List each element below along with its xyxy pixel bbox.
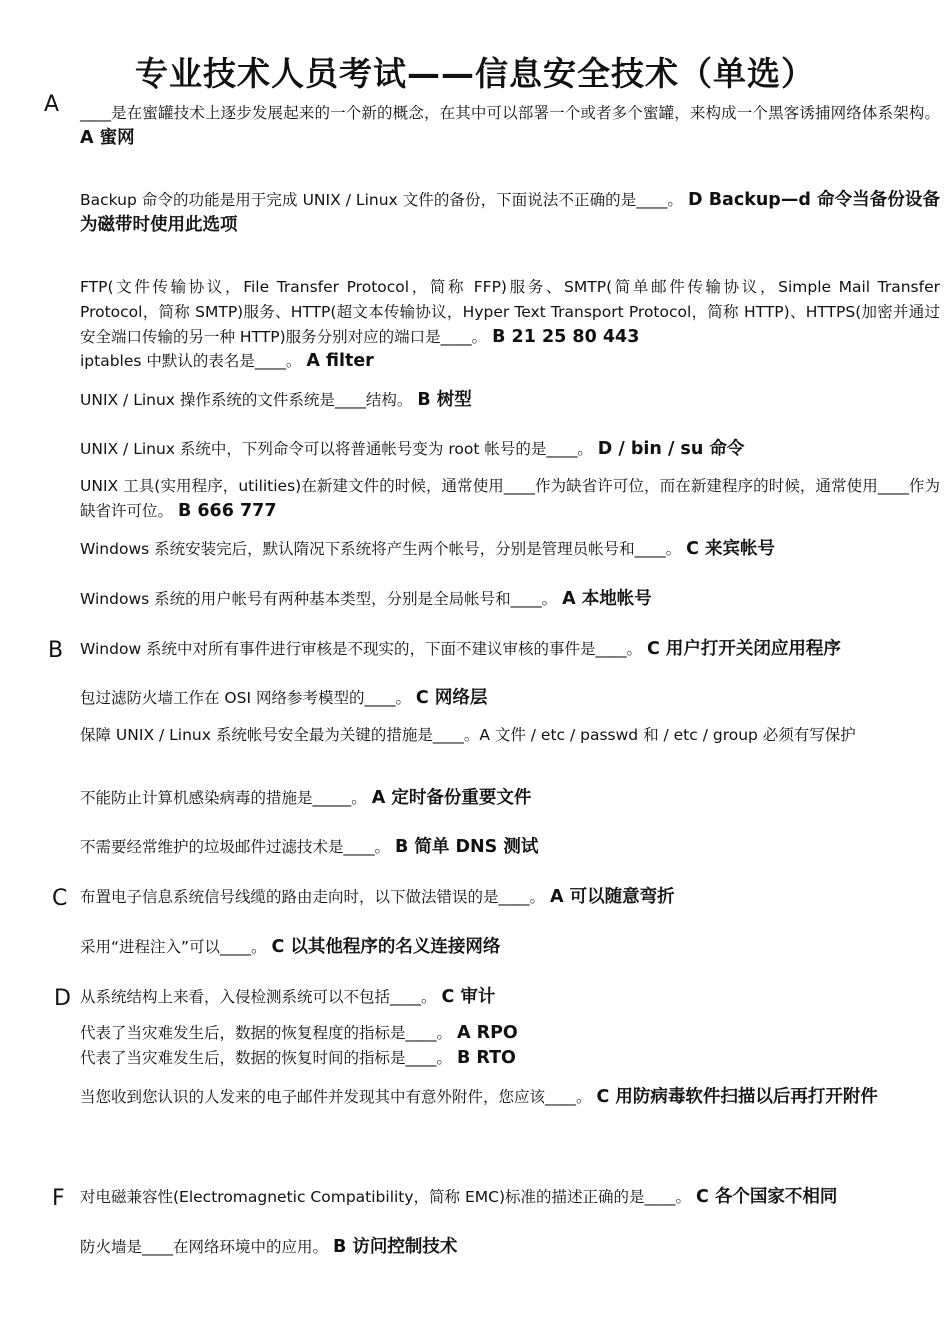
section-letter-b: B <box>48 638 64 663</box>
question-item <box>46 537 940 562</box>
question-text: 对电磁兼容性(Electromagnetic Compatibility，简称 EMC)标准的描述正确的是____。 <box>80 1188 692 1206</box>
question-item <box>46 474 940 524</box>
question-item <box>46 835 940 860</box>
question-item <box>46 686 940 711</box>
question-text: 不能防止计算机感染病毒的措施是_____。 <box>80 789 367 807</box>
section-letter-c: C <box>52 886 68 911</box>
section-letter-a: A <box>44 92 60 117</box>
question-answer: B 简单 DNS 测试 <box>394 837 539 857</box>
question-item <box>46 437 940 462</box>
question-text: 保障 UNIX / Linux 系统帐号安全最为关键的措施是____。A 文件 / etc / passwd 和 / etc / group 必须有写保护 <box>80 726 856 744</box>
question-answer: A 可以随意弯折 <box>549 887 675 907</box>
question-text: iptables 中默认的表名是____。 <box>80 352 302 370</box>
question-item <box>46 637 940 662</box>
question-text: ____是在蜜罐技术上逐步发展起来的一个新的概念，在其中可以部署一个或者多个蜜罐，来构成一个黑客诱捕网络体系架构。 <box>80 104 940 122</box>
question-text: Windows 系统安装完后，默认隋况下系统将产生两个帐号，分别是管理员帐号和____。 <box>80 540 682 558</box>
question-item <box>46 885 940 910</box>
question-answer: C 以其他程序的名义连接网络 <box>271 937 501 957</box>
question-answer: B RTO <box>456 1048 516 1068</box>
question-item <box>46 1235 940 1260</box>
question-answer: A filter <box>306 351 374 371</box>
question-text: Backup 命令的功能是用于完成 UNIX / Linux 文件的备份，下面说法不正确的是____。 <box>80 191 683 209</box>
question-answer: B 21 25 80 443 <box>492 327 640 347</box>
question-answer: A 定时备份重要文件 <box>371 788 532 808</box>
question-answer: A 本地帐号 <box>562 589 652 609</box>
question-answer: C 各个国家不相同 <box>695 1187 838 1207</box>
question-text: 防火墙是____在网络环境中的应用。 <box>80 1238 329 1256</box>
question-item <box>46 1085 940 1110</box>
page-title: 专业技术人员考试——信息安全技术（单选） <box>135 54 815 93</box>
question-text: 从系统结构上来看，入侵检测系统可以不包括____。 <box>80 988 437 1006</box>
question-text: 布置电子信息系统信号线缆的路由走向时，以下做法错误的是____。 <box>80 888 546 906</box>
question-answer: C 审计 <box>441 987 496 1007</box>
question-item <box>46 587 940 612</box>
question-item <box>46 188 940 238</box>
section-letter-d: D <box>54 986 71 1011</box>
question-text: 包过滤防火墙工作在 OSI 网络参考模型的____。 <box>80 689 411 707</box>
question-answer: D Backup—d 命令当备份设备为磁带时使用此选项 <box>80 190 940 235</box>
question-item <box>46 1021 940 1046</box>
question-item <box>46 935 940 960</box>
question-answer: B 访问控制技术 <box>332 1237 458 1257</box>
question-answer: B 树型 <box>417 390 472 410</box>
question-text: Windows 系统的用户帐号有两种基本类型，分别是全局帐号和____。 <box>80 590 558 608</box>
question-answer: D / bin / su 命令 <box>597 439 745 459</box>
question-text: 不需要经常维护的垃圾邮件过滤技术是____。 <box>80 838 391 856</box>
question-text: 代表了当灾难发生后，数据的恢复时间的指标是____。 <box>80 1049 453 1067</box>
question-text: 当您收到您认识的人发来的电子邮件并发现其中有意外附件，您应该____。 <box>80 1088 592 1106</box>
question-item <box>46 1185 940 1210</box>
question-item <box>46 101 940 151</box>
question-text: Window 系统中对所有事件进行审核是不现实的，下面不建议审核的事件是____。 <box>80 640 643 658</box>
question-answer: C 来宾帐号 <box>686 539 775 559</box>
question-item <box>46 786 940 811</box>
question-text: 代表了当灾难发生后，数据的恢复程度的指标是____。 <box>80 1024 453 1042</box>
question-item <box>46 985 940 1010</box>
question-text: UNIX / Linux 操作系统的文件系统是____结构。 <box>80 391 413 409</box>
question-item <box>46 723 940 748</box>
question-text: UNIX / Linux 系统中，下列命令可以将普通帐号变为 root 帐号的是____。 <box>80 440 593 458</box>
question-text: 采用“进程注入”可以____。 <box>80 938 267 956</box>
section-letter-f: F <box>52 1186 65 1211</box>
question-answer: B 666 777 <box>177 501 277 521</box>
question-item <box>46 388 940 413</box>
question-text: FTP(文件传输协议，File Transfer Protocol，简称 FFP)服务、SMTP(简单邮件传输协议，Simple Mail Transfer Protocol，简称 SMTP)服务、HTTP(超文本传输协议，Hyper Text Transport Protocol，简称 HTTP)、HTTPS(加密并通过安全端口传输的另一种 HTTP)服务分别对应的端口是____。 <box>80 278 940 346</box>
question-answer: C 用防病毒软件扫描以后再打开附件 <box>596 1087 878 1107</box>
question-answer: A RPO <box>456 1023 518 1043</box>
question-item <box>46 349 940 374</box>
question-answer: A 蜜网 <box>80 128 135 148</box>
question-item <box>46 275 940 350</box>
question-answer: C 用户打开关闭应用程序 <box>646 639 841 659</box>
question-answer: C 网络层 <box>415 688 488 708</box>
question-item <box>46 1046 940 1071</box>
question-text: UNIX 工具(实用程序，utilities)在新建文件的时候，通常使用____作为缺省许可位，而在新建程序的时候，通常使用____作为缺省许可位。 <box>80 477 940 520</box>
